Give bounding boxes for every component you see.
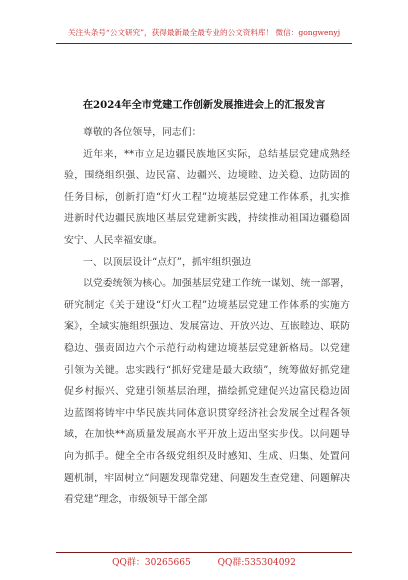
section-heading: 一、以顶层设计“点灯”，抓牢组织强边 [83, 256, 252, 268]
document-body [64, 122, 350, 511]
document-title: 在2024年全市党建工作创新发展推进会上的汇报发言 [82, 99, 326, 111]
header-divider [56, 43, 352, 44]
footer-divider [56, 552, 352, 553]
footer-qq-group-1: QQ群：30265665 [112, 558, 191, 568]
paragraph-body: 以党委统领为核心。加强基层党建工作统一谋划、统一部署，研究制定《关于建设“灯火工程”边境基层党建工作体系的实施方案》，全域实施组织强边、发展富边、开放兴边、互嵌睦边、联防稳边、强责固边六个示范行动构建边境基层党建新格局。以党建引领为关键。忠实践行“抓好党建是最大政绩”，统筹做好抓党建促乡村振兴、党建引领基层治理，描绘抓党建促兴边富民稳边固边蓝图将铸牢中华民族共同体意识贯穿经济社会发展全过程各领域，在加快**高质量发展高水平开放上迈出坚实步伐。以问题导向为抓手。健全全市各级党组织及时感知、生成、归集、处置问题机制，牢固树立“问题发现靠党建、问题发生查党建、问题解决看党建”理念，市级领导干部全部 [64, 278, 350, 506]
paragraph-intro: 近年来，**市立足边疆民族地区实际，总结基层党建成熟经验，围绕组织强、边民富、边疆兴、边境睦、边关稳、边防固的任务目标，创新打造“灯火工程”边境基层党建工作体系，扎实推进新时代边疆民族地区基层党建新实践，持续推动祖国边疆稳固安宁、人民幸福安康。 [64, 148, 350, 246]
header-banner: 关注头条号“公文研究”，获得最新最全最专业的公文资料库！ 微信：gongwenyj [67, 28, 341, 37]
footer [0, 555, 408, 568]
footer-qq-group-2: QQ群:535304092 [217, 558, 296, 568]
salutation: 尊敬的各位领导，同志们： [83, 127, 202, 138]
